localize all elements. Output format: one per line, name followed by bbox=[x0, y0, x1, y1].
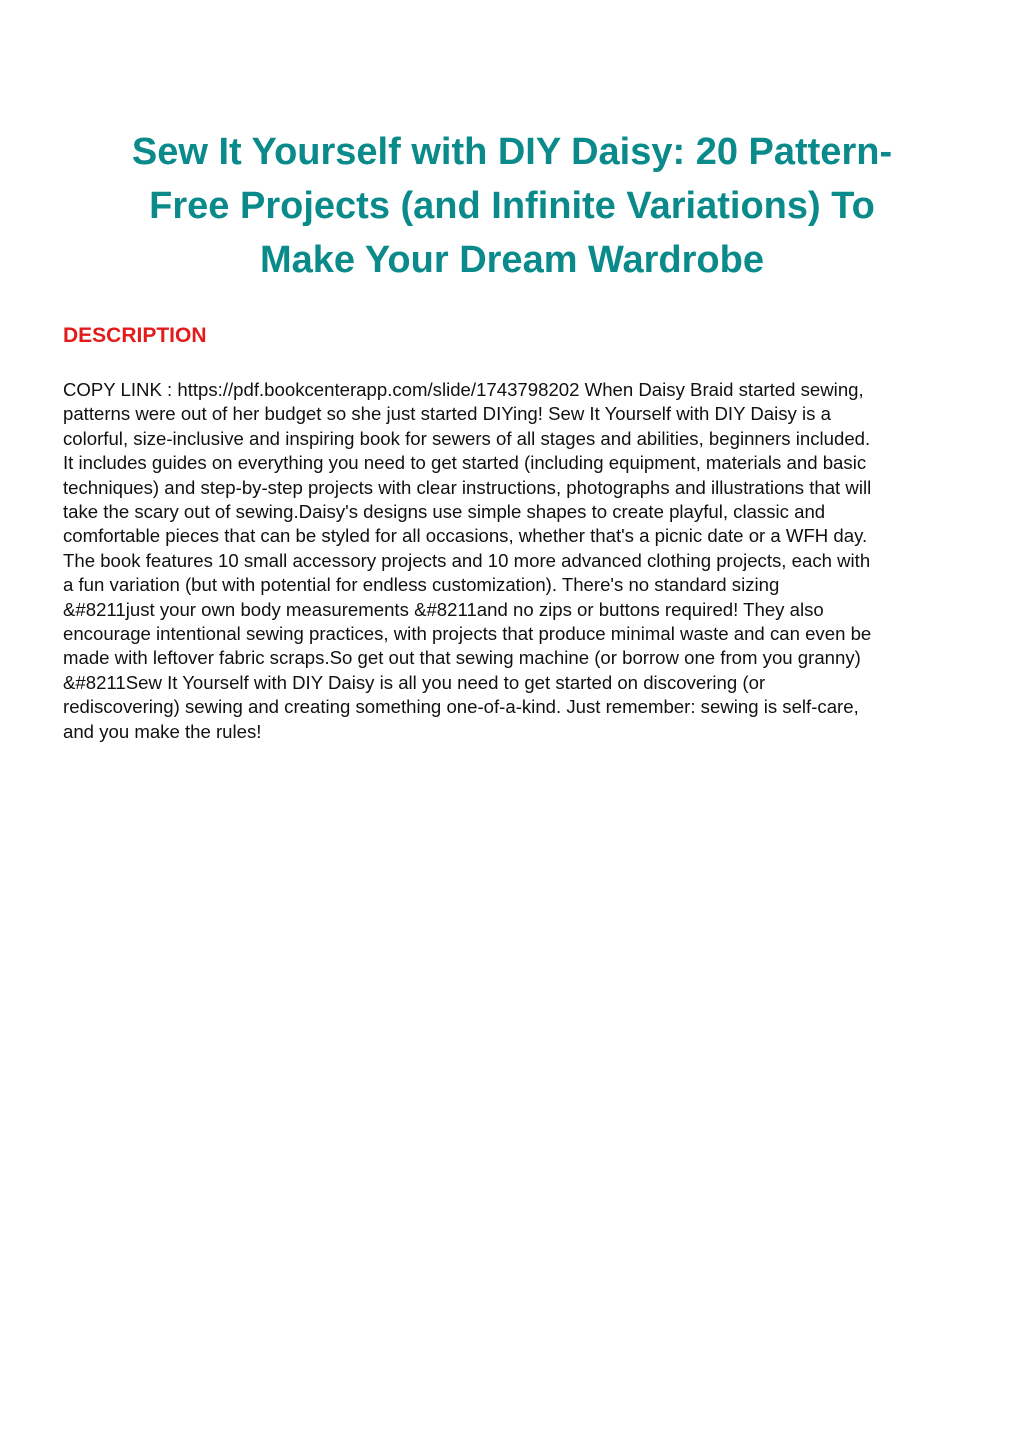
description-line: The book features 10 small accessory projects and 10 more advanced clothing projects, each with bbox=[63, 549, 871, 571]
title-line: Sew It Yourself with DIY Daisy: 20 Pattern- bbox=[131, 131, 893, 173]
description-line: colorful, size-inclusive and inspiring book for sewers of all stages and abilities, beginners included. bbox=[63, 427, 871, 449]
title-line: Free Projects (and Infinite Variations) To bbox=[149, 185, 875, 227]
description-line: take the scary out of sewing.Daisy's designs use simple shapes to create playful, classic and bbox=[63, 501, 826, 523]
description-line: and you make the rules! bbox=[63, 720, 262, 742]
description-line: comfortable pieces that can be styled for all occasions, whether that's a picnic date or a WFH day. bbox=[63, 525, 868, 547]
title-line: Make Your Dream Wardrobe bbox=[259, 239, 764, 281]
description-line: a fun variation (but with potential for endless customization). There's no standard sizing bbox=[63, 574, 780, 596]
description-heading: DESCRIPTION bbox=[63, 324, 207, 347]
description-line: techniques) and step-by-step projects with clear instructions, photographs and illustrations that will bbox=[63, 476, 872, 498]
description-line: encourage intentional sewing practices, with projects that produce minimal waste and can even be bbox=[63, 623, 872, 645]
description-line: &#8211Sew It Yourself with DIY Daisy is all you need to get started on discovering (or bbox=[63, 671, 766, 693]
document-title bbox=[60, 125, 964, 287]
description-line: COPY LINK : https://pdf.bookcenterapp.com/slide/1743798202 When Daisy Braid started sewing, bbox=[63, 379, 864, 400]
description-line: &#8211just your own body measurements &#8211and no zips or buttons required! They also bbox=[63, 598, 824, 620]
description-line: It includes guides on everything you need to get started (including equipment, materials and basic bbox=[63, 452, 867, 474]
description-line: rediscovering) sewing and creating something one-of-a-kind. Just remember: sewing is self-care, bbox=[63, 696, 859, 718]
description-text bbox=[63, 378, 973, 744]
description-line: patterns were out of her budget so she just started DIYing! Sew It Yourself with DIY Daisy is a bbox=[63, 403, 831, 425]
description-line: made with leftover fabric scraps.So get out that sewing machine (or borrow one from you granny) bbox=[63, 647, 861, 669]
